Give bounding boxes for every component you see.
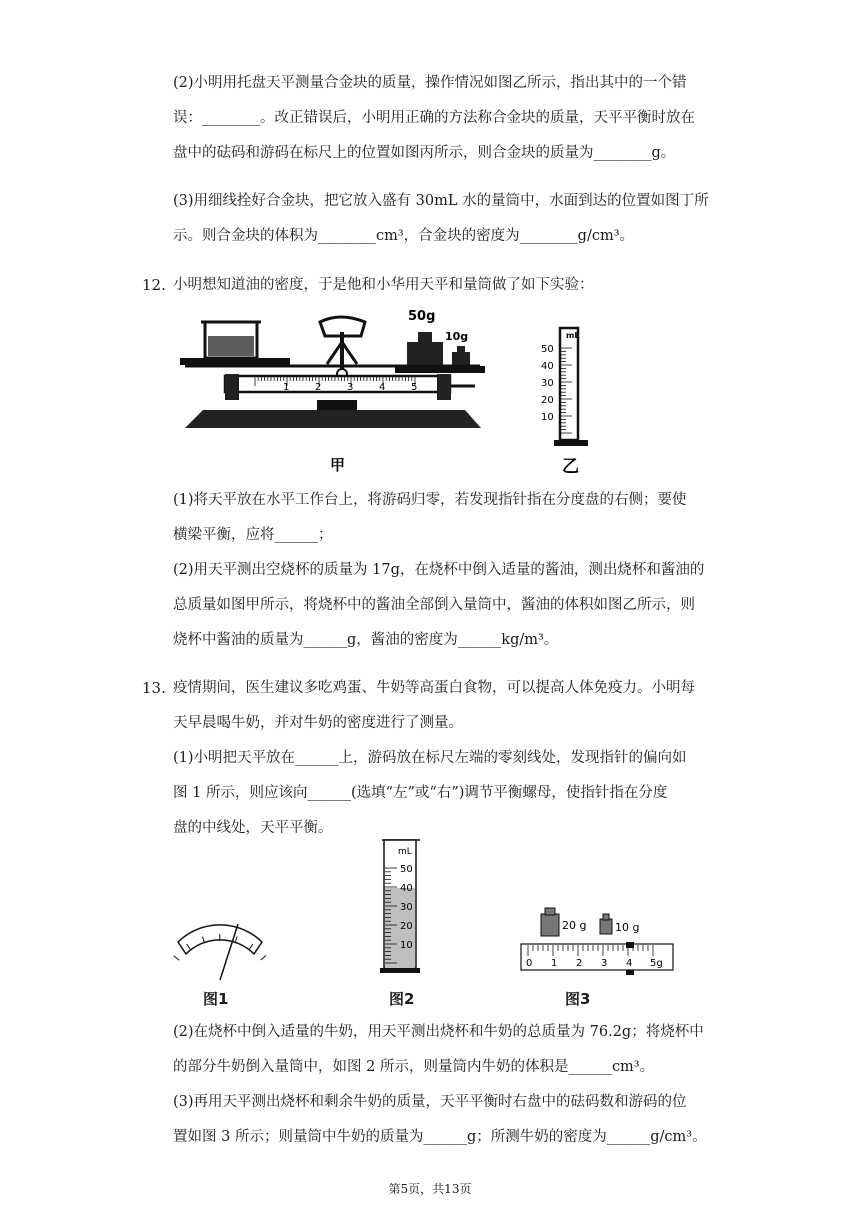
beaker-icon bbox=[201, 322, 261, 358]
cyl-tick-50: 50 bbox=[541, 344, 554, 355]
fig2-tick-10: 10 bbox=[400, 940, 413, 951]
q12-part1-line1: (1)将天平放在水平工作台上，将游码归零，若发现指针指在分度盘的右侧；要使 bbox=[173, 492, 687, 508]
scale-tick-1: 1 bbox=[551, 958, 558, 969]
weight-10g-small-label: 10 g bbox=[615, 921, 640, 934]
scale-tick-3: 3 bbox=[601, 958, 608, 969]
q13-part3-line2: 置如图 3 所示；则量筒中牛奶的质量为______g；所测牛奶的密度为______g/cm³。 bbox=[173, 1129, 707, 1145]
beam-tick-label-4: 4 bbox=[379, 382, 386, 393]
fig2-caption: 图2 bbox=[389, 990, 415, 1008]
q12-cylinder-figure bbox=[532, 320, 612, 480]
q12-stem: 小明想知道油的密度，于是他和小华用天平和量筒做了如下实验： bbox=[173, 277, 594, 293]
cyl-tick-30: 30 bbox=[541, 378, 554, 389]
fig2-tick-40: 40 bbox=[400, 883, 413, 894]
q13-part1-line2: 图 1 所示，则应该向______(选填“左”或“右”)调节平衡螺母，使指针指在分度 bbox=[173, 785, 668, 801]
beam-tick-label-3: 3 bbox=[347, 382, 354, 393]
q13-part2-line1: (2)在烧杯中倒入适量的牛奶，用天平测出烧杯和牛奶的总质量为 76.2g；将烧杯中 bbox=[173, 1024, 704, 1040]
fig2-tick-30: 30 bbox=[400, 902, 413, 913]
q11-part2-line1: (2)小明用托盘天平测量合金块的质量，操作情况如图乙所示，指出其中的一个错 bbox=[173, 75, 687, 91]
balance-base bbox=[185, 410, 481, 428]
q13-part3-line1: (3)再用天平测出烧杯和剩余牛奶的质量，天平平衡时右盘中的砝码数和游码的位 bbox=[173, 1094, 687, 1110]
fig-yi-caption: 乙 bbox=[562, 457, 579, 477]
beam-tick-label-2: 2 bbox=[315, 382, 322, 393]
page-footer: 第5页，共13页 bbox=[388, 1182, 472, 1196]
q12-balance-figure bbox=[175, 302, 490, 480]
fig2-tick-50: 50 bbox=[400, 864, 413, 875]
weight-10g-label: 10g bbox=[445, 330, 469, 343]
cyl-tick-10: 10 bbox=[541, 412, 554, 423]
q11-part2-line2: 误：________。改正错误后，小明用正确的方法称合金块的质量，天平平衡时放在 bbox=[173, 110, 695, 126]
q13-part1-line3: 盘的中线处，天平平衡。 bbox=[173, 820, 333, 836]
q13-number: 13. bbox=[142, 679, 166, 697]
rider-marker bbox=[626, 942, 634, 948]
scale-tick-4: 4 bbox=[626, 958, 633, 969]
weight-20g-label: 20 g bbox=[562, 919, 587, 932]
cyl-tick-20: 20 bbox=[541, 395, 554, 406]
q12-part2-line2: 总质量如图甲所示，将烧杯中的酱油全部倒入量筒中，酱油的体积如图乙所示，则 bbox=[173, 597, 695, 613]
weight-10g-small-icon bbox=[600, 914, 639, 934]
right-balance-nut bbox=[437, 374, 451, 400]
q12-part2-line1: (2)用天平测出空烧杯的质量为 17g，在烧杯中倒入适量的酱油，测出烧杯和酱油的 bbox=[173, 562, 705, 578]
fig1-caption: 图1 bbox=[203, 990, 229, 1008]
cyl-tick-40: 40 bbox=[541, 361, 554, 372]
q12-part1-line2: 横梁平衡，应将______； bbox=[173, 527, 333, 543]
q11-part2-line3: 盘中的砝码和游码在标尺上的位置如图丙所示，则合金块的质量为________g。 bbox=[173, 145, 676, 161]
fig1-dial bbox=[170, 908, 270, 983]
scale-tick-5: 5g bbox=[650, 958, 663, 969]
q11-part3-line1: (3)用细线拴好合金块，把它放入盛有 30mL 水的量筒中，水面到达的位置如图丁所 bbox=[173, 193, 709, 209]
q13-stem-line2: 天早晨喝牛奶，并对牛奶的密度进行了测量。 bbox=[173, 715, 463, 731]
cylinder-unit-label: mL bbox=[566, 331, 580, 340]
beam-tick-label-1: 1 bbox=[283, 382, 290, 393]
weight-10g-icon bbox=[445, 330, 470, 366]
left-balance-nut bbox=[225, 374, 239, 400]
q11-part3-line2: 示。则合金块的体积为________cm³，合金块的密度为________g/cm³。 bbox=[173, 228, 635, 244]
fig2-unit-label: mL bbox=[398, 847, 412, 857]
q12-number: 12. bbox=[142, 276, 166, 294]
fig3-caption: 图3 bbox=[565, 990, 591, 1008]
q12-part2-line3: 烧杯中酱油的质量为______g，酱油的密度为______kg/m³。 bbox=[173, 632, 559, 648]
beam-tick-label-5: 5 bbox=[411, 382, 418, 393]
fig2-tick-20: 20 bbox=[400, 921, 413, 932]
scale-tick-0: 0 bbox=[526, 958, 533, 969]
weight-20g-icon bbox=[541, 908, 586, 936]
scale-tick-2: 2 bbox=[576, 958, 583, 969]
q13-part2-line2: 的部分牛奶倒入量筒中，如图 2 所示，则量筒内牛奶的体积是______cm³。 bbox=[173, 1059, 655, 1075]
fig3-weights-scale bbox=[516, 902, 676, 980]
q13-stem-line1: 疫情期间，医生建议多吃鸡蛋、牛奶等高蛋白食物，可以提高人体免疫力。小明每 bbox=[173, 680, 695, 696]
weight-50g-label: 50g bbox=[408, 309, 436, 324]
left-pan bbox=[180, 358, 290, 365]
q13-part1-line1: (1)小明把天平放在______上，游码放在标尺左端的零刻线处，发现指针的偏向如 bbox=[173, 750, 687, 766]
fig2-cylinder bbox=[376, 838, 426, 978]
balance-pointer-icon bbox=[320, 317, 365, 379]
weight-50g-icon bbox=[407, 309, 443, 366]
fig-jia-caption: 甲 bbox=[330, 456, 346, 474]
